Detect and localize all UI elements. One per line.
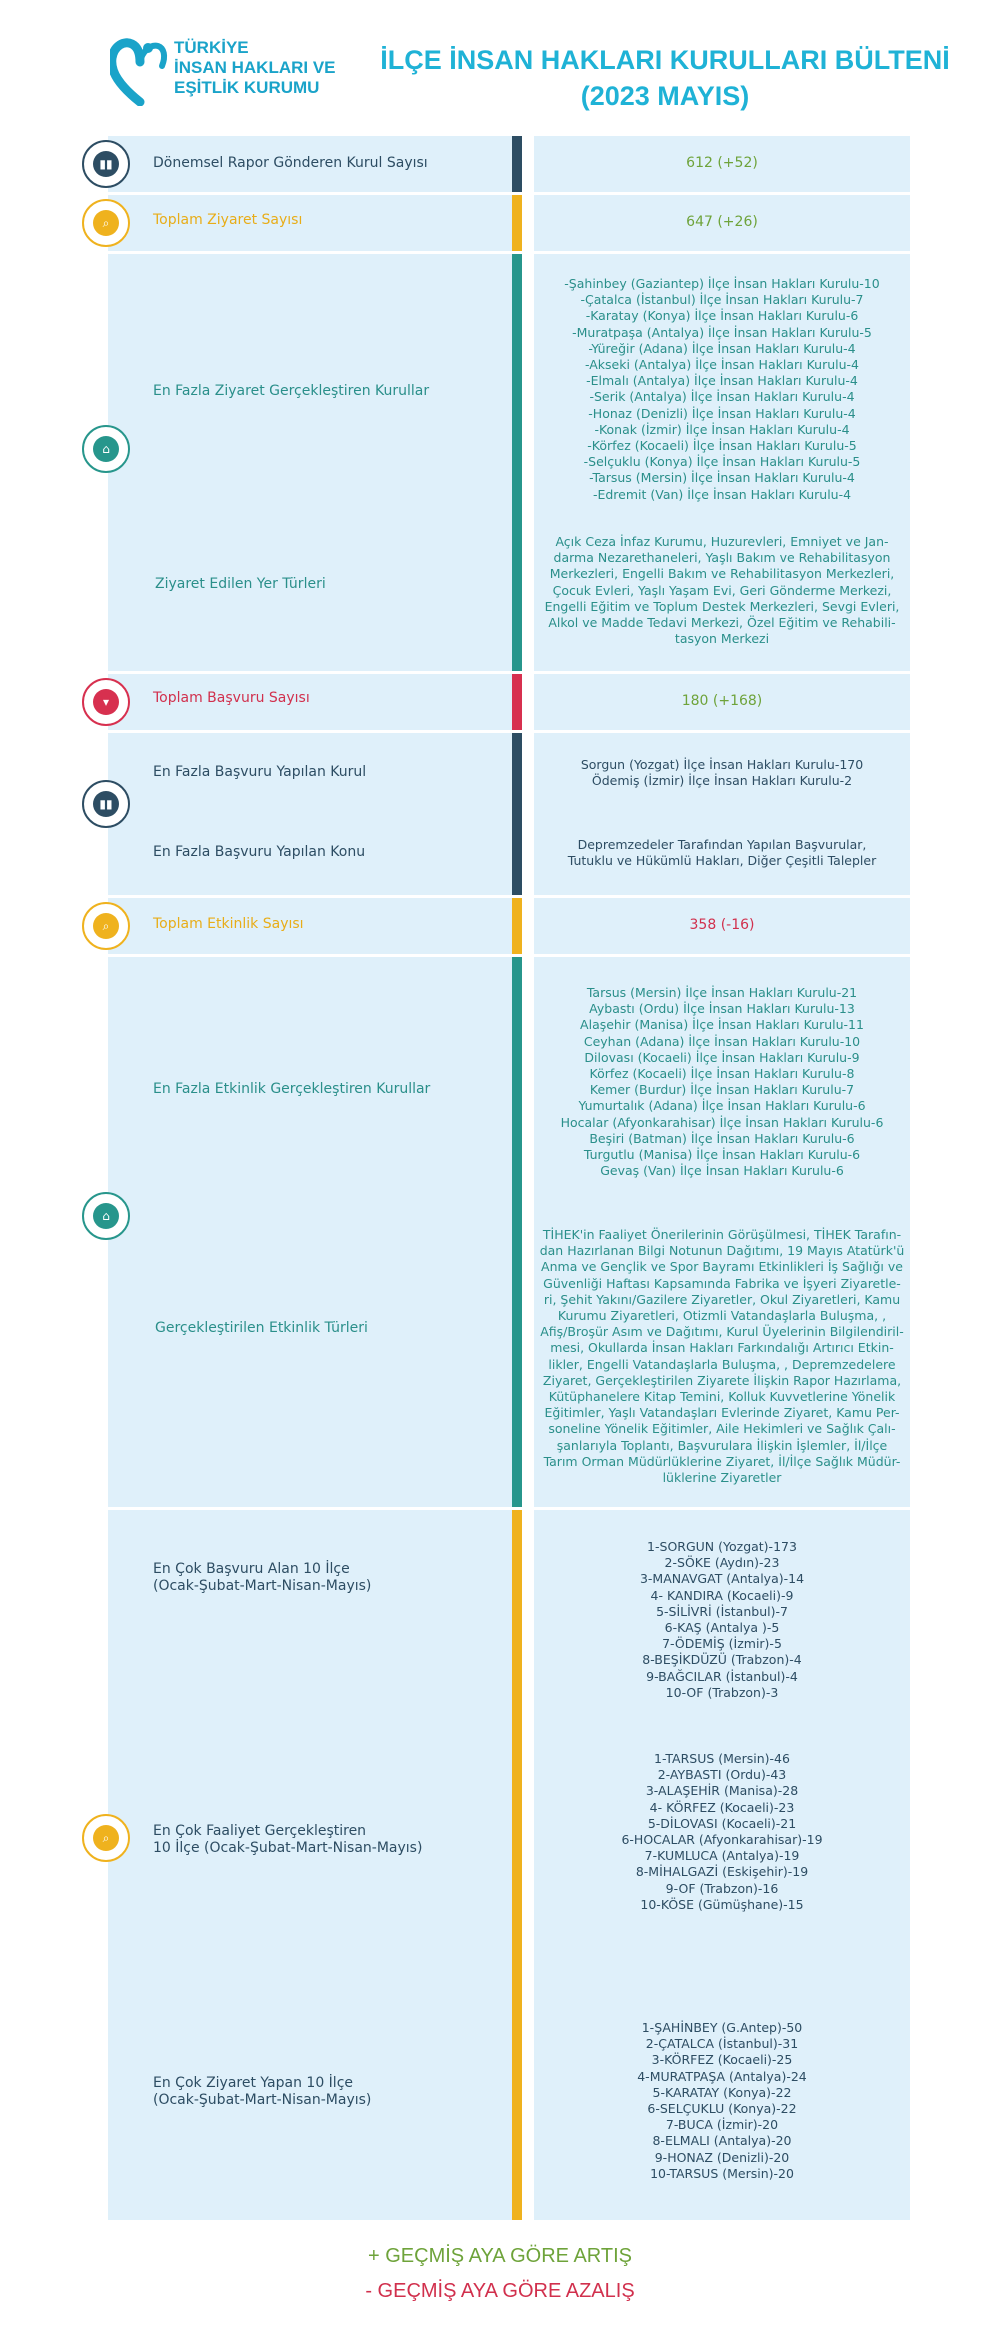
- search-icon-badge: [82, 199, 130, 247]
- list-item: -Körfez (Kocaeli) İlçe İnsan Hakları Kurulu-5: [587, 438, 857, 454]
- row-gap: [522, 957, 534, 1507]
- text-line: Güvenliği Haftası Kapsamında Fabrika ve İşyeri Ziyaretle-: [543, 1275, 901, 1291]
- home-icon-badge: [82, 1192, 130, 1240]
- list-item: 9-HONAZ (Denizli)-20: [654, 2149, 790, 2165]
- list-item: Sorgun (Yozgat) İlçe İnsan Hakları Kurulu-170: [580, 757, 864, 772]
- row-divider-bar: [512, 254, 522, 671]
- row-divider-bar: [512, 733, 522, 895]
- list-item: 7-ÖDEMİŞ (İzmir)-5: [662, 1636, 782, 1652]
- list-item: Aybastı (Ordu) İlçe İnsan Hakları Kurulu-13: [589, 1001, 855, 1017]
- label-yer-turleri: Ziyaret Edilen Yer Türleri: [155, 576, 326, 592]
- row-divider-bar: [512, 195, 522, 251]
- text-line: Tutuklu ve Hükümlü Hakları, Diğer Çeşitli Talepler: [567, 853, 877, 869]
- list-item: Tarsus (Mersin) İlçe İnsan Hakları Kurulu-21: [586, 985, 858, 1000]
- search-icon: ⌕: [93, 1825, 119, 1851]
- chart-icon-badge: [82, 780, 130, 828]
- list-basvuru-kurul: [534, 757, 910, 789]
- legend-increase: + GEÇMİŞ AYA GÖRE ARTIŞ: [368, 2245, 632, 2267]
- list-item: 6-SELÇUKLU (Konya)-22: [647, 2101, 797, 2117]
- list-item: -Elmalı (Antalya) İlçe İnsan Hakları Kurulu-4: [586, 373, 858, 389]
- list-item: 4- KANDIRA (Kocaeli)-9: [650, 1587, 794, 1603]
- text-line: şanlarıyla Toplantı, Başvurulara İlişkin İşlemler, İl/İlçe: [556, 1437, 888, 1453]
- list-item: -Çatalca (İstanbul) İlçe İnsan Hakları Kurulu-7: [580, 292, 864, 308]
- list-item: -Akseki (Antalya) İlçe İnsan Hakları Kurulu-4: [584, 357, 859, 373]
- label-line: (Ocak-Şubat-Mart-Nisan-Mayıs): [153, 2092, 372, 2108]
- list-item: 8-MİHALGAZİ (Eskişehir)-19: [635, 1864, 809, 1880]
- list-item: 1-SORGUN (Yozgat)-173: [647, 1539, 797, 1554]
- list-item: 7-KUMLUCA (Antalya)-19: [644, 1848, 800, 1864]
- list-fazla-ziyaret: [534, 276, 910, 503]
- row-basvuru-detay: [108, 733, 910, 895]
- text-line: soneline Yönelik Eğitimler, Aile Hekimleri ve Sağlık Çalı-: [548, 1421, 896, 1437]
- row-gap: [522, 254, 534, 671]
- inbox-icon: ▾: [93, 689, 119, 715]
- title-line-1: İLÇE İNSAN HAKLARI KURULLARI BÜLTENİ: [380, 45, 950, 75]
- row-gap: [522, 136, 534, 192]
- search-icon-badge: [82, 902, 130, 950]
- text-line: Eğitimler, Yaşlı Vatandaşları Evlerinde Ziyaret, Kamu Per-: [544, 1405, 900, 1421]
- row-gap: [522, 733, 534, 895]
- logo-line: İNSAN HAKLARI VE: [174, 58, 336, 77]
- value-basvuru: 180 (+168): [681, 693, 763, 709]
- label-fazla-ziyaret: En Fazla Ziyaret Gerçekleştiren Kurullar: [153, 383, 430, 399]
- list-item: -Edremit (Van) İlçe İnsan Hakları Kurulu-4: [592, 486, 852, 502]
- value-ziyaret: 647 (+26): [686, 214, 758, 230]
- heart-logo-icon: [110, 36, 170, 106]
- row-divider-bar: [512, 674, 522, 730]
- list-item: -Serik (Antalya) İlçe İnsan Hakları Kurulu-4: [589, 389, 855, 405]
- value-rapor: 612 (+52): [686, 155, 758, 171]
- label-etkinlik: Toplam Etkinlik Sayısı: [153, 916, 304, 932]
- logo: [110, 36, 370, 106]
- label-top10-ziyaret: [153, 2075, 371, 2109]
- title-line-2: (2023 MAYIS): [580, 81, 750, 111]
- list-item: -Şahinbey (Gaziantep) İlçe İnsan Hakları Kurulu-10: [564, 276, 880, 291]
- list-item: 6-HOCALAR (Afyonkarahisar)-19: [621, 1832, 823, 1848]
- list-item: 9-BAĞCILAR (İstanbul)-4: [646, 1668, 798, 1684]
- list-item: -Karatay (Konya) İlçe İnsan Hakları Kurulu-6: [585, 308, 859, 324]
- text-line: tasyon Merkezi: [674, 631, 770, 647]
- search-icon-badge: [82, 1814, 130, 1862]
- list-item: -Tarsus (Mersin) İlçe İnsan Hakları Kurulu-4: [589, 470, 855, 486]
- list-item: -Muratpaşa (Antalya) İlçe İnsan Hakları Kurulu-5: [572, 324, 872, 340]
- text-line: Engelli Eğitim ve Toplum Destek Merkezleri, Sevgi Evleri,: [544, 598, 900, 614]
- list-item: Kemer (Burdur) İlçe İnsan Hakları Kurulu-7: [589, 1082, 855, 1098]
- list-item: -Selçuklu (Konya) İlçe İnsan Hakları Kurulu-5: [583, 454, 861, 470]
- list-item: Turgutlu (Manisa) İlçe İnsan Hakları Kurulu-6: [583, 1147, 861, 1163]
- logo-text: [174, 38, 336, 98]
- legend-decrease: - GEÇMİŞ AYA GÖRE AZALIŞ: [365, 2280, 635, 2302]
- list-item: Hocalar (Afyonkarahisar) İlçe İnsan Hakları Kurulu-6: [560, 1114, 884, 1130]
- row-divider-bar: [512, 1510, 522, 2220]
- row-gap: [522, 674, 534, 730]
- row-gap: [522, 195, 534, 251]
- list-item: 3-MANAVGAT (Antalya)-14: [639, 1571, 805, 1587]
- list-item: 1-TARSUS (Mersin)-46: [654, 1751, 790, 1766]
- bar-chart-icon: ▮▮: [93, 791, 119, 817]
- list-top10-ziyaret: [534, 2020, 910, 2182]
- list-item: 5-KARATAY (Konya)-22: [652, 2084, 792, 2100]
- list-item: 10-TARSUS (Mersin)-20: [650, 2165, 794, 2181]
- row-etkinlik-detay: [108, 957, 910, 1507]
- row-ziyaret: [108, 195, 910, 251]
- row-divider-bar: [512, 898, 522, 954]
- row-etkinlik: [108, 898, 910, 954]
- text-line: ri, Şehit Yakını/Gazilere Ziyaretler, Okul Ziyaretleri, Kamu: [543, 1291, 901, 1307]
- label-line: (Ocak-Şubat-Mart-Nisan-Mayıs): [153, 1578, 372, 1594]
- list-item: 8-ELMALI (Antalya)-20: [652, 2133, 792, 2149]
- list-item: Beşiri (Batman) İlçe İnsan Hakları Kurulu-6: [589, 1130, 855, 1146]
- text-line: Çocuk Evleri, Yaşlı Yaşam Evi, Geri Gönderme Merkezi,: [552, 582, 892, 598]
- label-basvuru-kurul: En Fazla Başvuru Yapılan Kurul: [153, 764, 367, 780]
- row-divider-bar: [512, 136, 522, 192]
- search-icon: ⌕: [93, 913, 119, 939]
- list-item: -Yüreğir (Adana) İlçe İnsan Hakları Kurulu-4: [588, 340, 856, 356]
- list-item: 2-ÇATALCA (İstanbul)-31: [645, 2036, 799, 2052]
- text-line: Tarım Orman Müdürlüklerine Ziyaret, İl/İlçe Sağlık Müdür-: [543, 1453, 901, 1469]
- value-etkinlik: 358 (-16): [689, 917, 755, 933]
- label-basvuru: Toplam Başvuru Sayısı: [153, 690, 310, 706]
- list-item: Dilovası (Kocaeli) İlçe İnsan Hakları Kurulu-9: [584, 1049, 860, 1065]
- list-item: Ceyhan (Adana) İlçe İnsan Hakları Kurulu-10: [583, 1033, 861, 1049]
- chart-icon-badge: [82, 140, 130, 188]
- list-item: 1-ŞAHİNBEY (G.Antep)-50: [641, 2020, 803, 2035]
- row-rapor: [108, 136, 910, 192]
- label-line: En Çok Başvuru Alan 10 İlçe: [153, 1561, 350, 1577]
- list-item: Ödemiş (İzmir) İlçe İnsan Hakları Kurulu-2: [591, 773, 853, 789]
- text-line: TİHEK'in Faaliyet Önerilerinin Görüşülmesi, TİHEK Tarafın-: [542, 1227, 902, 1242]
- text-yer-turleri: [534, 534, 910, 647]
- list-item: 6-KAŞ (Antalya )-5: [664, 1620, 780, 1636]
- list-item: 3-ALAŞEHİR (Manisa)-28: [645, 1783, 799, 1799]
- row-divider-bar: [512, 957, 522, 1507]
- search-icon: ⌕: [93, 210, 119, 236]
- list-item: Alaşehir (Manisa) İlçe İnsan Hakları Kurulu-11: [580, 1017, 864, 1033]
- logo-line: TÜRKİYE: [174, 38, 249, 57]
- text-line: darma Nezarethaneleri, Yaşlı Bakım ve Rehabilitasyon: [553, 550, 891, 566]
- label-top10-faaliyet: [153, 1823, 422, 1857]
- label-line: En Çok Faaliyet Gerçekleştiren: [153, 1823, 367, 1839]
- list-item: 8-BEŞİKDÜZÜ (Trabzon)-4: [642, 1652, 802, 1668]
- row-top10: [108, 1510, 910, 2220]
- list-item: 5-SİLİVRİ (İstanbul)-7: [656, 1603, 788, 1619]
- label-line: 10 İlçe (Ocak-Şubat-Mart-Nisan-Mayıs): [153, 1840, 423, 1856]
- text-line: Açık Ceza İnfaz Kurumu, Huzurevleri, Emniyet ve Jan-: [555, 534, 889, 549]
- list-item: 10-KÖSE (Gümüşhane)-15: [640, 1896, 804, 1912]
- list-fazla-etkinlik: [534, 985, 910, 1179]
- text-line: lüklerine Ziyaretler: [662, 1470, 782, 1486]
- text-line: Ziyaret, Gerçekleştirilen Ziyarete İlişkin Rapor Hazırlama,: [542, 1372, 902, 1388]
- row-gap: [522, 1510, 534, 2220]
- text-line: Kütüphanelere Kitap Temini, Kolluk Kuvvetlerine Yönelik: [548, 1389, 896, 1405]
- text-line: Merkezleri, Engelli Bakım ve Rehabilitasyon Merkezleri,: [549, 566, 895, 582]
- list-item: 2-AYBASTI (Ordu)-43: [657, 1767, 787, 1783]
- list-top10-basvuru: [534, 1539, 910, 1701]
- list-item: 9-OF (Trabzon)-16: [665, 1880, 779, 1896]
- row-basvuru: [108, 674, 910, 730]
- label-rapor: Dönemsel Rapor Gönderen Kurul Sayısı: [153, 155, 428, 171]
- list-top10-faaliyet: [534, 1751, 910, 1913]
- home-icon: ⌂: [93, 1203, 119, 1229]
- label-etkinlik-turleri: Gerçekleştirilen Etkinlik Türleri: [155, 1320, 368, 1336]
- inbox-icon-badge: [82, 678, 130, 726]
- list-item: 3-KÖRFEZ (Kocaeli)-25: [651, 2052, 793, 2068]
- list-item: 10-OF (Trabzon)-3: [665, 1684, 779, 1700]
- label-fazla-etkinlik: En Fazla Etkinlik Gerçekleştiren Kurullar: [153, 1081, 431, 1097]
- list-item: Gevaş (Van) İlçe İnsan Hakları Kurulu-6: [600, 1163, 844, 1179]
- text-line: Depremzedeler Tarafından Yapılan Başvurular,: [577, 837, 867, 852]
- list-item: Körfez (Kocaeli) İlçe İnsan Hakları Kurulu-8: [589, 1066, 855, 1082]
- text-line: Alkol ve Madde Tedavi Merkezi, Özel Eğitim ve Rehabili-: [548, 615, 896, 631]
- text-line: likler, Engelli Vatandaşlarla Buluşma, , Depremzedelere: [548, 1356, 896, 1372]
- home-icon: ⌂: [93, 436, 119, 462]
- label-line: En Çok Ziyaret Yapan 10 İlçe: [153, 2075, 353, 2091]
- list-item: Yumurtalık (Adana) İlçe İnsan Hakları Kurulu-6: [578, 1098, 866, 1114]
- list-item: 2-SÖKE (Aydın)-23: [664, 1555, 780, 1571]
- list-item: 7-BUCA (İzmir)-20: [665, 2117, 779, 2133]
- text-etkinlik-turleri: [534, 1227, 910, 1486]
- logo-line: EŞİTLİK KURUMU: [174, 78, 320, 97]
- page-title: [370, 42, 960, 114]
- list-item: 4-MURATPAŞA (Antalya)-24: [637, 2068, 807, 2084]
- home-icon-badge: [82, 425, 130, 473]
- list-item: 4- KÖRFEZ (Kocaeli)-23: [649, 1799, 795, 1815]
- text-line: mesi, Okullarda İnsan Hakları Farkındalığı Artırıcı Etkin-: [550, 1340, 894, 1356]
- bar-chart-icon: ▮▮: [93, 151, 119, 177]
- text-line: Anma ve Gençlik ve Spor Bayramı Etkinlikleri İş Sağlığı ve: [541, 1259, 903, 1275]
- row-gap: [522, 898, 534, 954]
- row-ziyaret-detay: [108, 254, 910, 671]
- list-item: 5-DİLOVASI (Kocaeli)-21: [647, 1815, 797, 1831]
- text-basvuru-konu: [534, 837, 910, 869]
- text-line: Kurumu Ziyaretleri, Otizmli Vatandaşlarla Buluşma, ,: [557, 1308, 887, 1324]
- list-item: -Konak (İzmir) İlçe İnsan Hakları Kurulu-4: [594, 421, 850, 437]
- text-line: dan Hazırlanan Bilgi Notunun Dağıtımı, 19 Mayıs Atatürk'ü: [539, 1243, 905, 1259]
- label-top10-basvuru: [153, 1561, 371, 1595]
- text-line: Afiş/Broşür Asım ve Dağıtımı, Kurul Üyelerinin Bilgilendiril-: [540, 1324, 904, 1340]
- label-basvuru-konu: En Fazla Başvuru Yapılan Konu: [153, 844, 366, 860]
- label-ziyaret: Toplam Ziyaret Sayısı: [153, 212, 303, 228]
- list-item: -Honaz (Denizli) İlçe İnsan Hakları Kurulu-4: [588, 405, 856, 421]
